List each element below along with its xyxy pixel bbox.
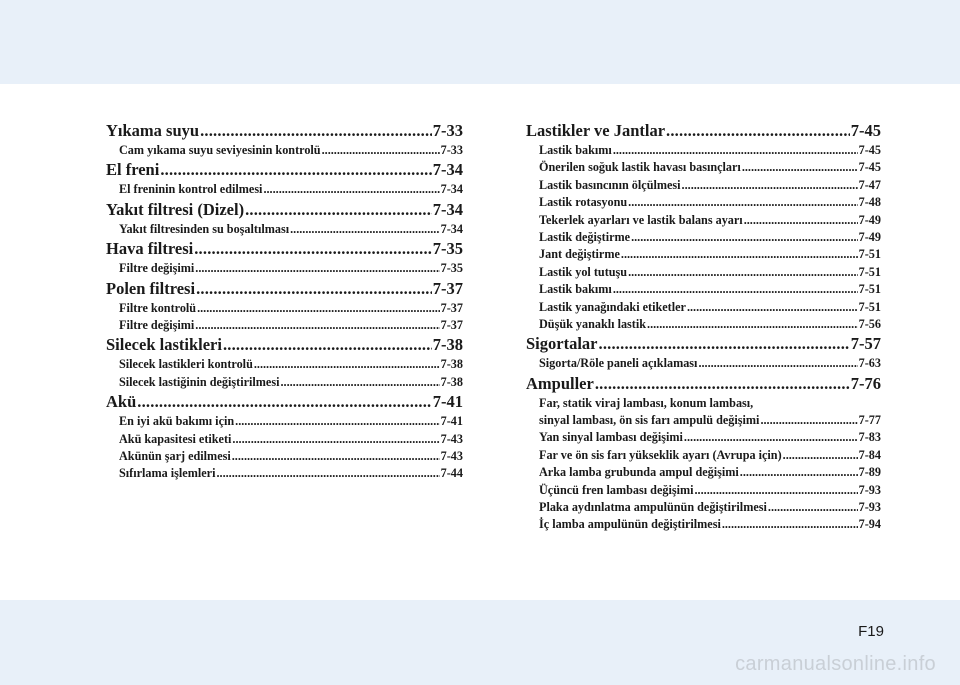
toc-page-ref: 7-35 — [440, 261, 463, 276]
toc-leader-dots — [684, 429, 858, 446]
toc-page-ref: 7-48 — [858, 195, 881, 210]
toc-title: Arka lamba grubunda ampul değişimi — [539, 465, 739, 480]
toc-subentry[interactable] — [526, 429, 881, 446]
toc-title: El freni — [106, 160, 160, 180]
toc-title: Sigorta/Röle paneli açıklaması — [539, 356, 698, 371]
toc-leader-dots — [232, 431, 439, 448]
toc-page-ref: 7-51 — [858, 264, 881, 279]
toc-leader-dots — [595, 373, 850, 395]
toc-subentry[interactable] — [526, 159, 881, 176]
toc-title: İç lamba ampulünün değiştirilmesi — [539, 517, 721, 532]
toc-page-ref: 7-34 — [432, 160, 463, 180]
toc-title: Silecek lastikleri kontrolü — [119, 357, 253, 372]
toc-leader-dots — [223, 334, 432, 356]
toc-title: Akünün şarj edilmesi — [119, 448, 231, 463]
toc-leader-dots — [628, 194, 857, 211]
toc-subentry[interactable] — [526, 212, 881, 229]
toc-leader-dots — [760, 412, 857, 429]
toc-leader-dots — [783, 447, 858, 464]
toc-title: Lastik yanağındaki etiketler — [539, 299, 686, 314]
toc-leader-dots — [682, 177, 858, 194]
toc-leader-dots — [137, 391, 431, 413]
toc-heading[interactable] — [526, 333, 881, 355]
toc-leader-dots — [621, 246, 858, 263]
toc-page-ref: 7-47 — [858, 177, 881, 192]
toc-page-ref: 7-37 — [440, 317, 463, 332]
toc-title: Lastik rotasyonu — [539, 195, 628, 210]
toc-page-ref: 7-43 — [440, 448, 463, 463]
toc-page-ref: 7-37 — [432, 278, 463, 298]
toc-title: Akü kapasitesi etiketi — [119, 431, 232, 446]
toc-title: El freninin kontrol edilmesi — [119, 182, 263, 197]
toc-page-ref: 7-38 — [440, 374, 463, 389]
toc-subentry[interactable] — [106, 413, 463, 430]
toc-title: Silecek lastikleri — [106, 335, 222, 355]
toc-title: Tekerlek ayarları ve lastik balans ayarı — [539, 212, 743, 227]
toc-title: Lastik basıncının ölçülmesi — [539, 177, 681, 192]
toc-subentry[interactable] — [526, 464, 881, 481]
toc-title: Lastik değiştirme — [539, 229, 631, 244]
toc-page-ref: 7-34 — [432, 199, 463, 219]
toc-heading[interactable] — [106, 278, 463, 300]
toc-leader-dots — [666, 120, 850, 142]
toc-leader-dots — [599, 333, 850, 355]
toc-subentry[interactable] — [526, 194, 881, 211]
toc-leader-dots — [744, 212, 858, 229]
toc-leader-dots — [742, 159, 858, 176]
toc-leader-dots — [160, 159, 431, 181]
toc-leader-dots — [195, 260, 439, 277]
toc-title: Lastik bakımı — [539, 143, 612, 157]
toc-leader-dots — [195, 317, 439, 334]
toc-page-ref: 7-83 — [858, 430, 881, 445]
toc-title: Lastik yol tutuşu — [539, 264, 628, 279]
toc-leader-dots — [722, 516, 858, 533]
toc-page-ref: 7-77 — [858, 413, 881, 428]
toc-title: Yıkama suyu — [106, 121, 200, 140]
toc-leader-dots — [628, 264, 858, 281]
toc-page-ref: 7-93 — [858, 500, 881, 515]
toc-title: Önerilen soğuk lastik havası basınçları — [539, 160, 741, 175]
toc-heading[interactable] — [106, 159, 463, 181]
toc-leader-dots — [322, 142, 440, 159]
toc-title: Sıfırlama işlemleri — [119, 466, 216, 481]
toc-page-ref: 7-63 — [858, 356, 881, 371]
toc-leader-dots — [687, 299, 858, 316]
toc-subentry[interactable] — [106, 317, 463, 334]
toc-subentry-line1[interactable]: Far, statik viraj lambası, konum lambası, — [539, 395, 754, 410]
toc-title: Ampuller — [526, 373, 594, 393]
toc-leader-dots — [768, 499, 858, 516]
toc-title: Yakıt filtresinden su boşaltılması — [119, 221, 290, 236]
toc-title: Filtre değişimi — [119, 261, 195, 276]
toc-column-right — [526, 120, 881, 534]
toc-heading[interactable] — [526, 373, 881, 395]
toc-title: Lastik bakımı — [539, 282, 612, 297]
toc-title: Filtre değişimi — [119, 317, 195, 332]
toc-heading[interactable] — [106, 334, 463, 356]
toc-page-ref: 7-38 — [432, 335, 463, 355]
toc-title: En iyi akü bakımı için — [119, 414, 235, 429]
toc-page-ref: 7-45 — [850, 121, 881, 140]
toc-page-ref: 7-38 — [440, 357, 463, 372]
toc-page-ref: 7-51 — [858, 247, 881, 262]
toc-subentry[interactable] — [106, 260, 463, 277]
toc-subentry[interactable] — [106, 142, 463, 159]
toc-subentry[interactable] — [526, 355, 881, 372]
toc-leader-dots — [216, 465, 439, 482]
toc-leader-dots — [613, 281, 858, 298]
toc-page-ref: 7-43 — [440, 431, 463, 446]
toc-leader-dots — [695, 482, 858, 499]
toc-title: Sigortalar — [526, 334, 598, 354]
toc-page-ref: 7-45 — [858, 143, 881, 157]
toc-page-ref: 7-51 — [858, 299, 881, 314]
toc-leader-dots — [280, 374, 439, 391]
toc-subentry[interactable] — [526, 482, 881, 499]
toc-page-ref: 7-34 — [440, 182, 463, 197]
header-band — [0, 0, 960, 84]
toc-subentry[interactable] — [526, 316, 881, 333]
toc-page-ref: 7-93 — [858, 482, 881, 497]
toc-subentry[interactable] — [526, 177, 881, 194]
toc-page-ref: 7-57 — [850, 334, 881, 354]
toc-leader-dots — [263, 181, 439, 198]
watermark-text: carmanualsonline.info — [735, 653, 936, 675]
toc-leader-dots — [200, 120, 432, 142]
toc-page-ref: 7-49 — [858, 229, 881, 244]
toc-title: Jant değiştirme — [539, 247, 620, 262]
toc-leader-dots — [631, 229, 858, 246]
toc-title: Cam yıkama suyu seviyesinin kontrolü — [119, 143, 321, 157]
toc-subentry[interactable] — [106, 300, 463, 317]
toc-title: Yan sinyal lambası değişimi — [539, 430, 683, 445]
toc-page-ref: 7-34 — [440, 221, 463, 236]
toc-page-ref: 7-41 — [432, 392, 463, 412]
toc-subentry[interactable] — [526, 281, 881, 298]
toc-page-ref: 7-56 — [858, 316, 881, 331]
toc-title: Hava filtresi — [106, 239, 194, 259]
toc-page-ref: 7-76 — [850, 373, 881, 393]
toc-subentry[interactable] — [106, 448, 463, 465]
toc-heading[interactable] — [106, 391, 463, 413]
toc-page-ref: 7-45 — [858, 160, 881, 175]
toc-subentry[interactable] — [106, 465, 463, 482]
toc-page-ref: 7-94 — [858, 517, 881, 532]
toc-heading[interactable] — [526, 120, 881, 142]
toc-subentry[interactable] — [526, 246, 881, 263]
toc-subentry[interactable] — [106, 431, 463, 448]
toc-page-ref: 7-44 — [440, 466, 463, 481]
toc-page-ref: 7-41 — [440, 414, 463, 429]
toc-page-ref: 7-33 — [440, 143, 463, 157]
toc-subentry[interactable] — [526, 412, 881, 429]
toc-subentry[interactable] — [526, 516, 881, 533]
toc-title: Filtre kontrolü — [119, 300, 197, 315]
toc-leader-dots — [196, 278, 432, 300]
toc-page-ref: 7-35 — [432, 239, 463, 259]
toc-page-ref: 7-33 — [432, 121, 463, 140]
toc-heading[interactable] — [106, 120, 463, 142]
toc-page-ref: 7-89 — [858, 465, 881, 480]
toc-column-left — [106, 120, 463, 483]
toc-subentry[interactable] — [106, 374, 463, 391]
toc-leader-dots — [245, 199, 432, 221]
toc-page-ref: 7-51 — [858, 282, 881, 297]
toc-subentry[interactable] — [106, 356, 463, 373]
toc-leader-dots — [197, 300, 440, 317]
toc-leader-dots — [194, 238, 432, 260]
toc-page-ref: 7-49 — [858, 212, 881, 227]
toc-leader-dots — [254, 356, 440, 373]
toc-leader-dots — [740, 464, 858, 481]
page-number: F19 — [858, 623, 884, 640]
toc-title: sinyal lambası, ön sis farı ampulü değişimi — [539, 413, 760, 428]
toc-leader-dots — [235, 413, 440, 430]
toc-subentry[interactable] — [106, 181, 463, 198]
toc-leader-dots — [647, 316, 858, 333]
toc-page-ref: 7-37 — [440, 300, 463, 315]
toc-title: Üçüncü fren lambası değişimi — [539, 482, 694, 497]
toc-leader-dots — [290, 221, 440, 238]
toc-leader-dots — [232, 448, 440, 465]
toc-leader-dots — [698, 355, 857, 372]
toc-title: Polen filtresi — [106, 278, 196, 298]
toc-subentry[interactable] — [526, 299, 881, 316]
toc-heading[interactable] — [106, 199, 463, 221]
toc-title: Plaka aydınlatma ampulünün değiştirilmesi — [539, 500, 767, 515]
toc-title: Akü — [106, 392, 137, 412]
toc-title: Lastikler ve Jantlar — [526, 121, 666, 140]
toc-title: Düşük yanaklı lastik — [539, 316, 647, 331]
toc-leader-dots — [613, 142, 858, 159]
toc-subentry[interactable] — [526, 142, 881, 159]
toc-subentry[interactable] — [106, 221, 463, 238]
toc-heading[interactable] — [106, 238, 463, 260]
toc-subentry[interactable] — [526, 229, 881, 246]
toc-page-ref: 7-84 — [858, 447, 881, 462]
toc-title: Yakıt filtresi (Dizel) — [106, 199, 245, 219]
toc-title: Far ve ön sis farı yükseklik ayarı (Avrupa için) — [539, 447, 782, 462]
toc-subentry[interactable] — [526, 499, 881, 516]
toc-title: Silecek lastiğinin değiştirilmesi — [119, 374, 280, 389]
toc-subentry[interactable] — [526, 264, 881, 281]
toc-subentry[interactable] — [526, 447, 881, 464]
